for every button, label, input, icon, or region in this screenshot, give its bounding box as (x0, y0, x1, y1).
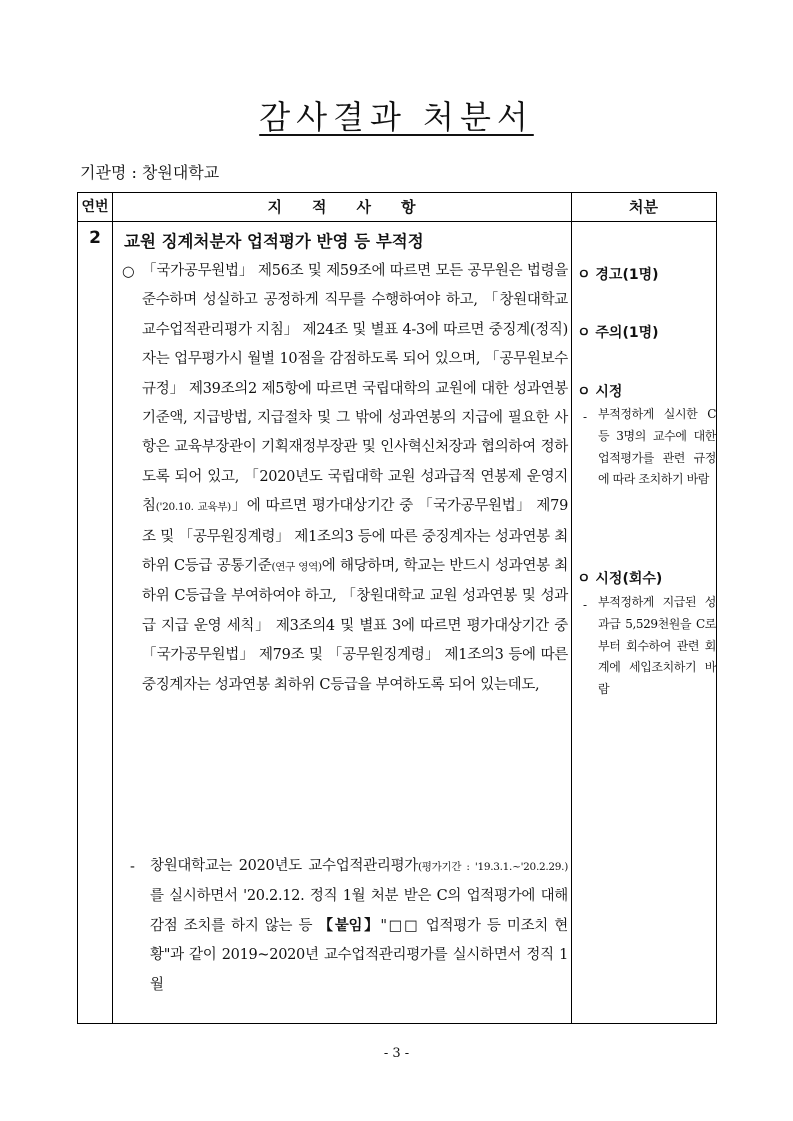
action-warning: ㅇ 경고(1명) (577, 267, 659, 283)
finding-text: 에 해당하며, 학교는 반드시 성과연봉 최하위 C등급을 부여하여야 하고, 「창원대학교 교원 성과연봉 및 성과급 지급 운영 세칙」 제3조의4 및 별표 3에 따르면 평가대상기간 중 「국가공무원법」 제79조 및 「공무원징계령」 제1조의3 등에 따른 중징계자는 성과연봉 최하위 C등급을 부여하도록 되어 있는데도, (142, 558, 568, 693)
header-no: 연번 (81, 199, 109, 215)
action-recovery-detail: 부적정하게 지급된 성과급 5,529천원을 C로부터 회수하여 관련 회계에 세입조치하기 바람 (598, 595, 716, 697)
finding-note: ('20.10. 교육부) (155, 501, 231, 514)
action-caution: ㅇ 주의(1명) (577, 325, 659, 341)
action-dash: - (583, 598, 588, 612)
action-recovery: ㅇ 시정(회수) (577, 571, 663, 587)
attachment-label: 【붙임】 (318, 917, 381, 934)
finding-text: "□□ 업적평가 등 미조치 현황"과 같이 2019~2020년 교수업적관리평가를 실시하면서 정직 1월 (150, 917, 568, 993)
finding-text: 창원대학교는 2020년도 교수업적관리평가 (150, 858, 419, 874)
organization-name: 기관명 : 창원대학교 (80, 163, 220, 182)
finding-text: 」에 따르면 평가대상기간 중 「국가공무원법」 제79조 및 「공무원징계령」 제1조의3 등에 따른 중징계자는 성과연봉 최하위 C등급 공통기준 (142, 498, 568, 575)
column-divider (571, 193, 572, 1023)
finding-note: (연구 영역) (271, 561, 322, 574)
bullet-dash: - (130, 859, 135, 875)
bullet-circle: ○ (122, 264, 135, 280)
column-divider (112, 193, 113, 1023)
finding-paragraph-2 (150, 852, 568, 1000)
header-findings: 지 적 사 항 (267, 198, 416, 216)
finding-text: 「국가공무원법」 제56조 및 제59조에 따르면 모든 공무원은 법령을 준수하며 성실하고 공정하게 직무를 수행하여야 하고, 「창원대학교 교수업적관리평가 지침」 제24조 및 별표 4-3에 따르면 중징계(정직)자는 업무평가시 월별 10점을 감점하도록 되어 있으며, 「공무원보수규정」 제39조의2 제5항에 따르면 국립대학의 교원에 대한 성과연봉 기준액, 지급방법, 지급절차 및 그 밖에 성과연봉의 지급에 필요한 사항은 교육부장관이 기획재정부장관 및 인사혁신처장과 협의하여 정하도록 되어 있고, 「2020년도 국립대학 교원 성과급적 연봉제 운영지침 (142, 263, 568, 515)
page-number: - 3 - (383, 1046, 410, 1061)
finding-note: (평가기간 : '19.3.1.~'20.2.29.) (418, 861, 568, 873)
document-title: 감사결과 처분서 (259, 98, 534, 136)
header-divider (78, 221, 716, 222)
item-number: 2 (89, 228, 101, 248)
action-correction-detail: 부적정하게 실시한 C 등 3명의 교수에 대한 업적평가를 관련 규정에 따라 조치하기 바람 (598, 407, 716, 487)
item-title: 교원 징계처분자 업적평가 반영 등 부적정 (124, 232, 424, 251)
action-correction: ㅇ 시정 (577, 384, 623, 400)
action-dash: - (583, 410, 588, 424)
audit-table (77, 192, 717, 1024)
header-action: 처분 (629, 198, 658, 216)
finding-text: 를 실시하면서 '20.2.12. 정직 1월 처분 받은 C의 업적평가에 대해 감점 조치를 하지 않는 등 (150, 888, 568, 934)
finding-paragraph-1 (142, 257, 568, 700)
